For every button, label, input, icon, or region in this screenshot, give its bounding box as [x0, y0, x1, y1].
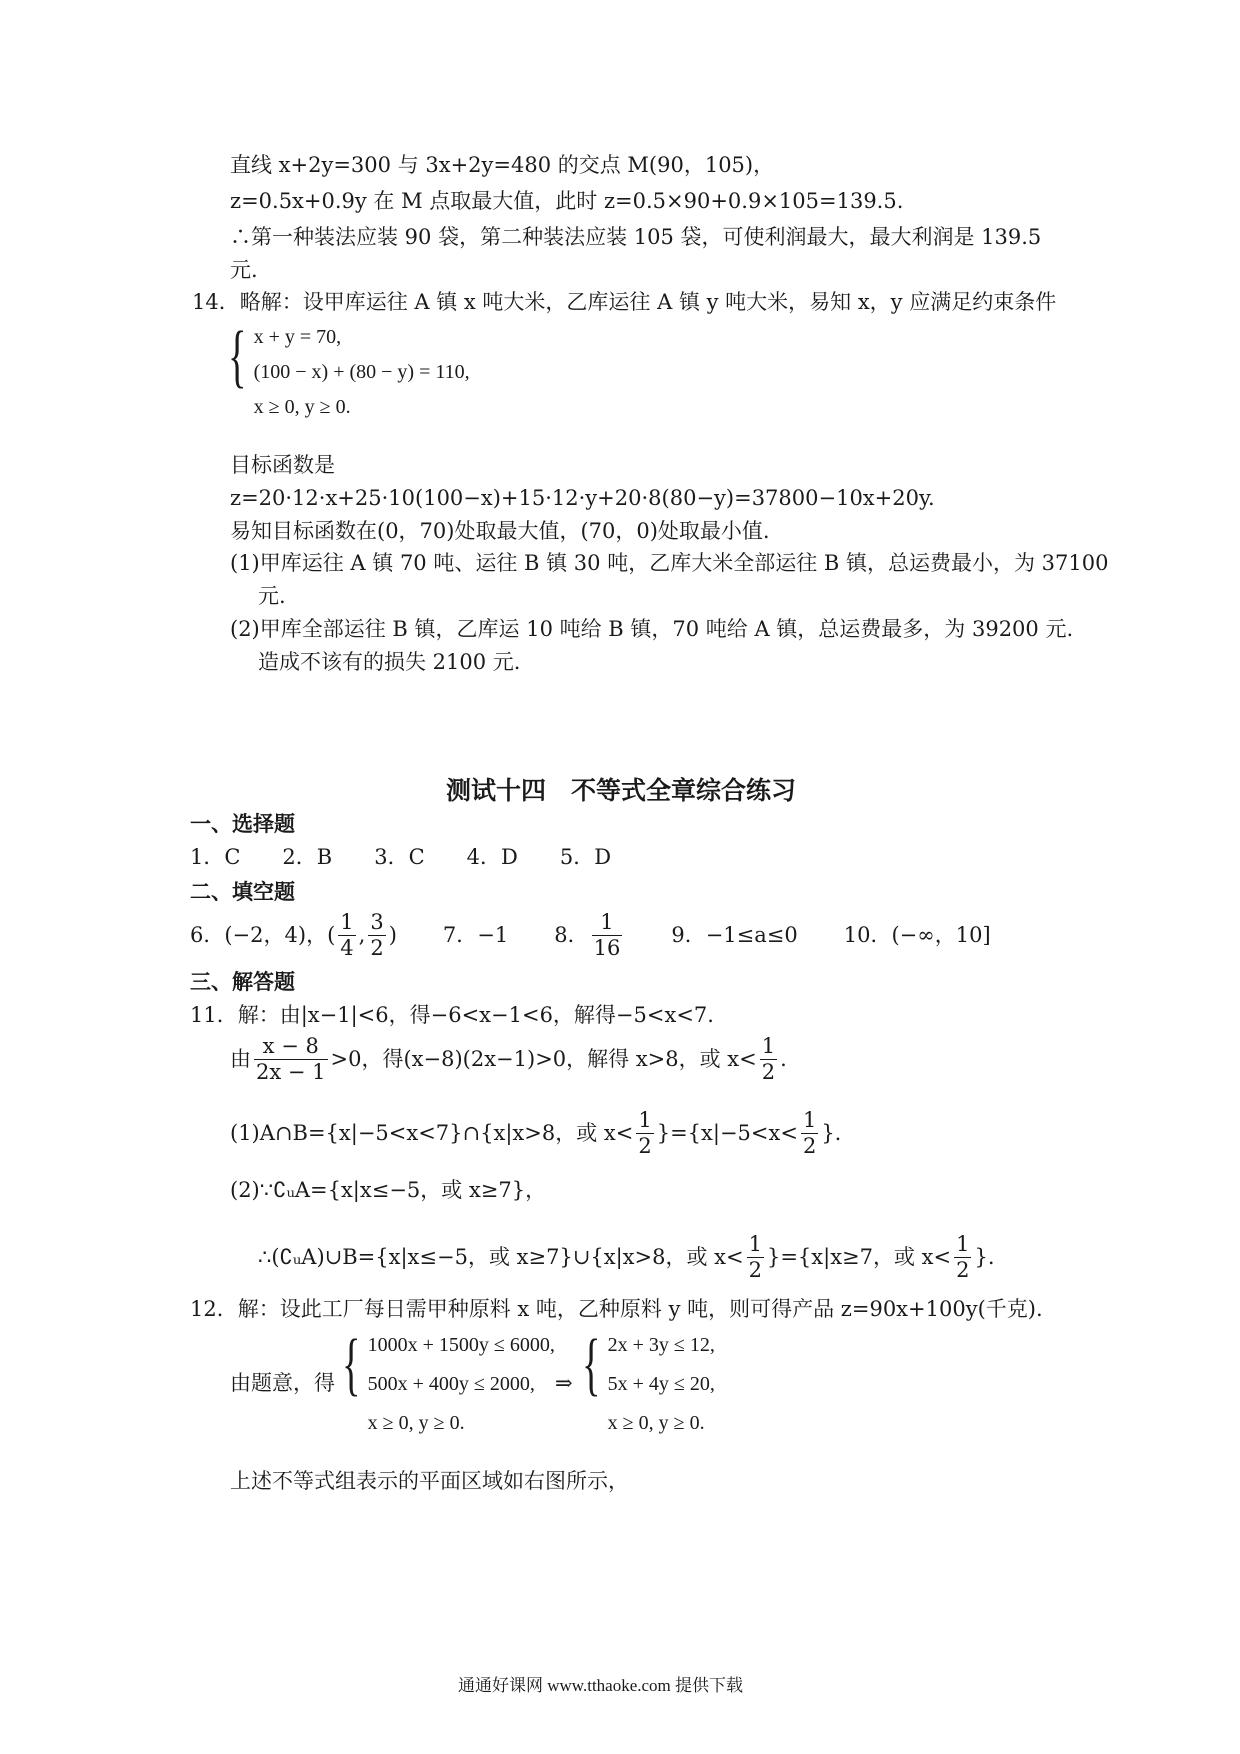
text-line: 元.: [258, 584, 286, 608]
fraction: $\frac{1}{4}$: [340, 910, 354, 961]
answer-1: (1)甲库运往 A 镇 70 吨、运往 B 镇 30 吨，乙库大米全部运往 B 镇，总运费最小，为 37100: [230, 551, 1109, 575]
implies-symbol: ⇒: [555, 1371, 573, 1395]
problem-11-line: 由 $\frac{x - 8}{2x - 1}$ >0，得(x−8)(2x−1)>0，解得 x>8，或 x< $\frac{1}{2}$ .: [230, 1034, 787, 1085]
answer-2: (2)甲库全部运往 B 镇，乙库运 10 吨给 B 镇，70 吨给 A 镇，总运费最多，为 39200 元.: [230, 617, 1074, 641]
answer-10: 10．(−∞，10]: [843, 922, 991, 947]
fraction: $\frac{1}{2}$: [956, 1232, 970, 1283]
fraction: $\frac{1}{2}$: [638, 1108, 652, 1159]
text-line: 易知目标函数在(0，70)处取最大值，(70，0)处取最小值.: [230, 519, 770, 543]
text-line: 直线 x+2y=300 与 3x+2y=480 的交点 M(90，105)，: [230, 153, 775, 177]
problem-11-line: ∴(∁ᵤA)∪B={x|x≤−5，或 x≥7}∪{x|x>8，或 x< $\frac{1}{2}$ }={x|x≥7，或 x< $\frac{1}{2}$ }.: [258, 1232, 995, 1283]
answer-8: 8．: [554, 922, 589, 947]
text-line: z=0.5x+0.9y 在 M 点取最大值，此时 z=0.5×90+0.9×105=139.5.: [230, 189, 904, 213]
equation-line: x + y = 70,: [253, 326, 342, 348]
page-footer: 通通好课网 www.tthaoke.com 提供下载: [458, 1676, 744, 1695]
text-line: 元.: [230, 258, 258, 282]
fraction: $\frac{1}{16}$: [593, 910, 621, 961]
answer-7: 7．−1: [442, 922, 509, 947]
choice-answers: 1．C 2．B 3．C 4．D 5．D: [190, 845, 612, 869]
problem-11-line: (2)∵∁ᵤA={x|x≤−5，或 x≥7}，: [230, 1178, 547, 1202]
problem-12-line: 12．解：设此工厂每日需甲种原料 x 吨，乙种原料 y 吨，则可得产品 z=90x+100y(千克).: [190, 1297, 1043, 1321]
problem-11-line: (1)A∩B={x|−5<x<7}∩{x|x>8，或 x< $\frac{1}{2}$ }={x|−5<x< $\frac{1}{2}$ }.: [230, 1108, 842, 1159]
section-title: 测试十四 不等式全章综合练习: [446, 776, 797, 805]
problem-14-statement: 14．略解：设甲库运往 A 镇 x 吨大米，乙库运往 A 镇 y 吨大米，易知 x，y 应满足约束条件: [192, 290, 1057, 314]
equation-line: x ≥ 0, y ≥ 0.: [607, 1412, 705, 1434]
answer-9: 9．−1≤a≤0: [671, 922, 798, 947]
text-line: 由题意，得: [230, 1371, 335, 1395]
constraint-system: [342, 1326, 555, 1438]
equation-line: 1000x + 1500y ≤ 6000,: [367, 1334, 555, 1356]
heading-fill: 二、填空题: [190, 879, 295, 904]
objective-function: z=20·12·x+25·10(100−x)+15·12·y+20·8(80−y)=37800−10x+20y.: [230, 486, 935, 510]
equation-line: x ≥ 0, y ≥ 0.: [367, 1412, 465, 1434]
text-line: 上述不等式组表示的平面区域如右图所示，: [230, 1469, 629, 1493]
fraction: $\frac{x - 8}{2x - 1}$: [256, 1034, 326, 1085]
answer-6: 6．(−2，4)，(: [190, 922, 336, 947]
constraint-system: [228, 318, 470, 422]
fill-answers: 6．(−2，4)，( $\frac{1}{4}$ , $\frac{3}{2}$ ) 7．−1 8． $\frac{1}{16}$ 9．−1≤a≤0 10．(−∞，10]: [190, 910, 991, 961]
fraction: $\frac{1}{2}$: [748, 1232, 762, 1283]
equation-line: (100 − x) + (80 − y) = 110,: [253, 361, 470, 383]
heading-choice: 一、选择题: [190, 811, 295, 836]
text-line: 目标函数是: [230, 453, 335, 477]
brace-symbol: {: [582, 1326, 601, 1403]
problem-11-line: 11．解：由|x−1|<6，得−6<x−1<6，解得−5<x<7.: [190, 1003, 714, 1027]
brace-symbol: {: [342, 1326, 361, 1403]
brace-symbol: {: [228, 318, 247, 395]
fraction: $\frac{1}{2}$: [761, 1034, 776, 1085]
equation-line: 2x + 3y ≤ 12,: [607, 1334, 715, 1356]
text-line: ∴第一种装法应装 90 袋，第二种装法应装 105 袋，可使利润最大，最大利润是 139.5: [230, 225, 1042, 249]
fraction: $\frac{1}{2}$: [802, 1108, 817, 1159]
heading-solve: 三、解答题: [190, 969, 295, 994]
equation-line: x ≥ 0, y ≥ 0.: [253, 396, 351, 418]
fraction: $\frac{3}{2}$: [370, 910, 384, 961]
constraint-system: [582, 1326, 715, 1438]
equation-line: 5x + 4y ≤ 20,: [607, 1373, 715, 1395]
equation-line: 500x + 400y ≤ 2000,: [367, 1373, 535, 1395]
text-line: 造成不该有的损失 2100 元.: [258, 650, 521, 674]
